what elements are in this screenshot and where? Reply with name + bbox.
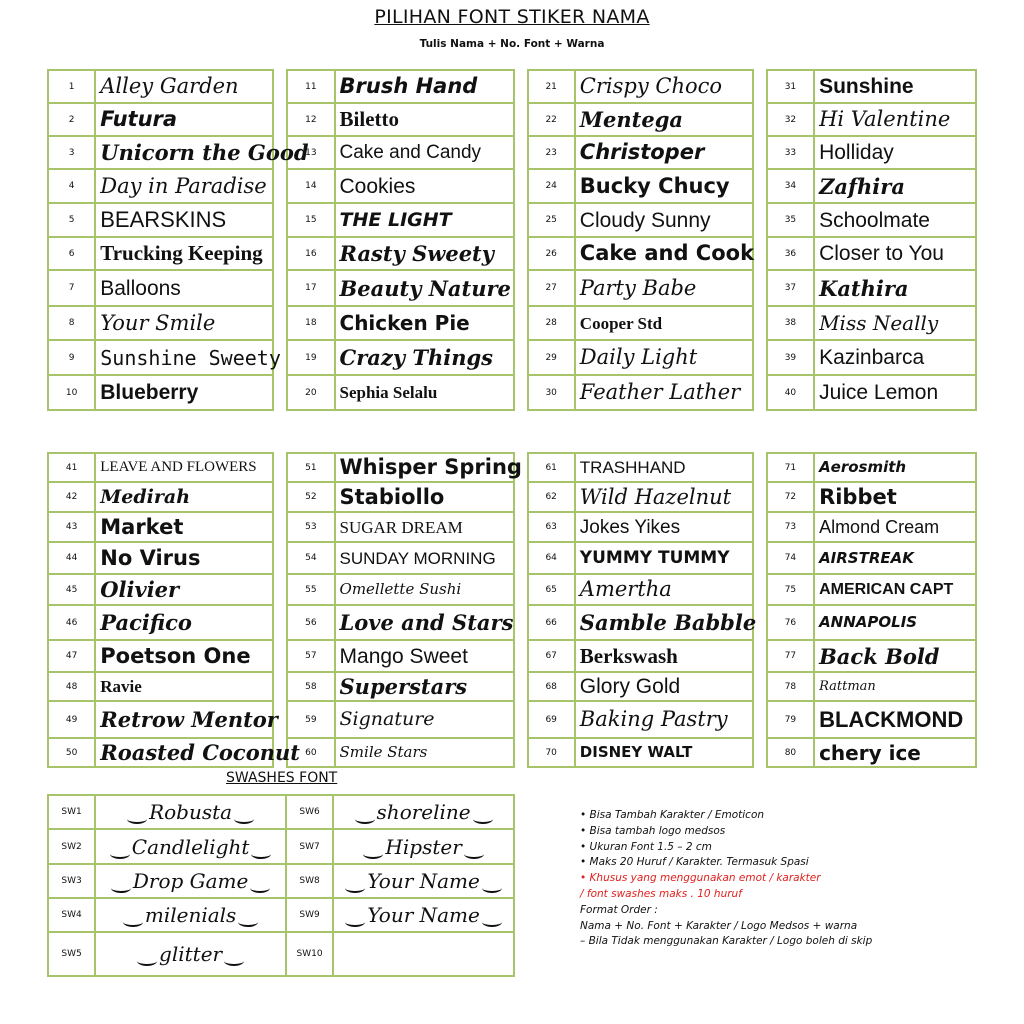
font-number: 47 bbox=[48, 640, 95, 672]
page-subtitle: Tulis Nama + No. Font + Warna bbox=[419, 38, 605, 50]
order-notes bbox=[580, 808, 872, 950]
font-sample: Juice Lemon bbox=[814, 375, 976, 410]
swash-row bbox=[48, 829, 514, 864]
swash-sample bbox=[95, 898, 286, 932]
font-sample: Sunshine Sweety bbox=[95, 340, 273, 375]
note-line: – Bila Tidak menggunakan Karakter / Logo boleh di skip bbox=[580, 935, 873, 948]
font-number: 70 bbox=[528, 738, 575, 767]
font-number: 66 bbox=[528, 605, 575, 640]
column-spacer bbox=[753, 340, 767, 375]
font-sample: Stabiollo bbox=[335, 482, 515, 512]
font-number: 42 bbox=[48, 482, 95, 512]
font-row bbox=[48, 482, 976, 512]
font-number: 10 bbox=[48, 375, 95, 410]
column-spacer bbox=[514, 103, 527, 136]
font-number: 56 bbox=[287, 605, 334, 640]
font-sample: Omellette Sushi bbox=[335, 574, 515, 605]
swash-sample bbox=[333, 932, 514, 976]
font-number: 15 bbox=[287, 203, 334, 237]
font-sample: Feather Lather bbox=[575, 375, 753, 410]
font-number: 34 bbox=[767, 169, 814, 203]
font-sample: Superstars bbox=[335, 672, 515, 701]
font-sample: Crazy Things bbox=[335, 340, 515, 375]
font-row bbox=[48, 270, 976, 306]
font-number: 1 bbox=[48, 70, 95, 103]
swash-sample bbox=[333, 829, 514, 864]
font-sample: Roasted Coconut bbox=[95, 738, 273, 767]
font-sample: Back Bold bbox=[814, 640, 976, 672]
font-sample: Biletto bbox=[335, 103, 515, 136]
column-spacer bbox=[273, 70, 287, 103]
font-sample: Blueberry bbox=[95, 375, 273, 410]
font-number: 41 bbox=[48, 453, 95, 482]
swash-sample bbox=[95, 864, 286, 898]
font-number: 45 bbox=[48, 574, 95, 605]
swash-sample bbox=[95, 932, 286, 976]
font-sample: Cookies bbox=[335, 169, 515, 203]
column-spacer bbox=[514, 270, 527, 306]
font-sample: Daily Light bbox=[575, 340, 753, 375]
font-sample: Retrow Mentor bbox=[95, 701, 273, 738]
font-sample: Medirah bbox=[95, 482, 273, 512]
font-number: 36 bbox=[767, 237, 814, 270]
column-spacer bbox=[514, 672, 527, 701]
font-sample: AIRSTREAK bbox=[814, 542, 976, 574]
column-spacer bbox=[514, 512, 527, 542]
font-number: 52 bbox=[287, 482, 334, 512]
font-number: 51 bbox=[287, 453, 334, 482]
column-spacer bbox=[514, 237, 527, 270]
font-number: 54 bbox=[287, 542, 334, 574]
swash-number: SW10 bbox=[286, 932, 333, 976]
font-number: 14 bbox=[287, 169, 334, 203]
column-spacer bbox=[273, 203, 287, 237]
font-number: 63 bbox=[528, 512, 575, 542]
font-sample: Rattman bbox=[814, 672, 976, 701]
font-sample: Day in Paradise bbox=[95, 169, 273, 203]
swash-number: SW8 bbox=[286, 864, 333, 898]
column-spacer bbox=[514, 70, 527, 103]
note-line: / font swashes maks . 10 huruf bbox=[580, 887, 742, 900]
font-sample: Cake and Cook bbox=[575, 237, 753, 270]
font-row bbox=[48, 306, 976, 340]
font-sample: Glory Gold bbox=[575, 672, 753, 701]
font-row bbox=[48, 640, 976, 672]
font-sample: YUMMY TUMMY bbox=[575, 542, 753, 574]
font-sample: Ribbet bbox=[814, 482, 976, 512]
font-sample: TRASHHAND bbox=[575, 453, 753, 482]
font-sample: Wild Hazelnut bbox=[575, 482, 753, 512]
swash-sample bbox=[333, 864, 514, 898]
font-number: 50 bbox=[48, 738, 95, 767]
column-spacer bbox=[273, 169, 287, 203]
font-sample: Cloudy Sunny bbox=[575, 203, 753, 237]
font-number: 9 bbox=[48, 340, 95, 375]
swash-number: SW4 bbox=[48, 898, 95, 932]
font-number: 22 bbox=[528, 103, 575, 136]
font-sample: Smile Stars bbox=[335, 738, 515, 767]
swash-number: SW5 bbox=[48, 932, 95, 976]
font-number: 11 bbox=[287, 70, 334, 103]
column-spacer bbox=[514, 482, 527, 512]
column-spacer bbox=[273, 270, 287, 306]
column-spacer bbox=[514, 340, 527, 375]
swash-row bbox=[48, 898, 514, 932]
swash-number: SW3 bbox=[48, 864, 95, 898]
swash-sample-text: Hipster bbox=[367, 835, 479, 859]
column-spacer bbox=[514, 136, 527, 169]
font-sample: Holliday bbox=[814, 136, 976, 169]
font-sample: Zafhira bbox=[814, 169, 976, 203]
font-number: 59 bbox=[287, 701, 334, 738]
swash-sample-text: shoreline bbox=[359, 800, 489, 824]
font-number: 29 bbox=[528, 340, 575, 375]
font-sample: Love and Stars bbox=[335, 605, 515, 640]
font-number: 12 bbox=[287, 103, 334, 136]
font-number: 18 bbox=[287, 306, 334, 340]
font-number: 31 bbox=[767, 70, 814, 103]
column-spacer bbox=[753, 306, 767, 340]
column-spacer bbox=[514, 605, 527, 640]
font-number: 61 bbox=[528, 453, 575, 482]
font-sample: Trucking Keeping bbox=[95, 237, 273, 270]
font-sample: Samble Babble bbox=[575, 605, 753, 640]
font-table-1-40 bbox=[47, 69, 977, 411]
column-spacer bbox=[514, 701, 527, 738]
font-number: 38 bbox=[767, 306, 814, 340]
font-sample: Sunshine bbox=[814, 70, 976, 103]
font-number: 32 bbox=[767, 103, 814, 136]
font-number: 17 bbox=[287, 270, 334, 306]
font-sample: Sephia Selalu bbox=[335, 375, 515, 410]
note-line: • Ukuran Font 1.5 – 2 cm bbox=[580, 840, 712, 853]
column-spacer bbox=[273, 574, 287, 605]
column-spacer bbox=[514, 306, 527, 340]
font-number: 6 bbox=[48, 237, 95, 270]
font-number: 26 bbox=[528, 237, 575, 270]
font-number: 69 bbox=[528, 701, 575, 738]
font-sample: Jokes Yikes bbox=[575, 512, 753, 542]
font-row bbox=[48, 70, 976, 103]
swash-sample-text: Your Name bbox=[349, 903, 498, 927]
note-line: • Bisa tambah logo medsos bbox=[580, 824, 726, 837]
font-number: 65 bbox=[528, 574, 575, 605]
font-sample: Signature bbox=[335, 701, 515, 738]
font-sample: Beauty Nature bbox=[335, 270, 515, 306]
font-number: 28 bbox=[528, 306, 575, 340]
font-sample: BLACKMOND bbox=[814, 701, 976, 738]
font-number: 73 bbox=[767, 512, 814, 542]
font-number: 58 bbox=[287, 672, 334, 701]
font-sample: SUGAR DREAM bbox=[335, 512, 515, 542]
column-spacer bbox=[753, 453, 767, 482]
column-spacer bbox=[273, 482, 287, 512]
font-number: 21 bbox=[528, 70, 575, 103]
column-spacer bbox=[273, 237, 287, 270]
swash-number: SW2 bbox=[48, 829, 95, 864]
font-row bbox=[48, 512, 976, 542]
column-spacer bbox=[273, 542, 287, 574]
font-number: 43 bbox=[48, 512, 95, 542]
font-sample: Bucky Chucy bbox=[575, 169, 753, 203]
font-number: 3 bbox=[48, 136, 95, 169]
font-number: 7 bbox=[48, 270, 95, 306]
font-sample: Ravie bbox=[95, 672, 273, 701]
font-number: 48 bbox=[48, 672, 95, 701]
font-sample: Almond Cream bbox=[814, 512, 976, 542]
note-line: Format Order : bbox=[580, 903, 658, 916]
column-spacer bbox=[273, 605, 287, 640]
column-spacer bbox=[753, 512, 767, 542]
font-row bbox=[48, 340, 976, 375]
swashes-table bbox=[47, 794, 515, 977]
swash-row bbox=[48, 864, 514, 898]
font-sample: Unicorn the Good bbox=[95, 136, 273, 169]
column-spacer bbox=[514, 640, 527, 672]
font-sample: No Virus bbox=[95, 542, 273, 574]
column-spacer bbox=[514, 203, 527, 237]
font-number: 13 bbox=[287, 136, 334, 169]
font-row bbox=[48, 574, 976, 605]
font-number: 75 bbox=[767, 574, 814, 605]
column-spacer bbox=[273, 640, 287, 672]
font-sample: Mango Sweet bbox=[335, 640, 515, 672]
column-spacer bbox=[753, 136, 767, 169]
font-number: 74 bbox=[767, 542, 814, 574]
font-sample: Cooper Std bbox=[575, 306, 753, 340]
swash-number: SW1 bbox=[48, 795, 95, 829]
font-number: 77 bbox=[767, 640, 814, 672]
font-number: 49 bbox=[48, 701, 95, 738]
font-sample: ANNAPOLIS bbox=[814, 605, 976, 640]
font-number: 53 bbox=[287, 512, 334, 542]
font-number: 57 bbox=[287, 640, 334, 672]
swash-row bbox=[48, 795, 514, 829]
font-number: 72 bbox=[767, 482, 814, 512]
swash-sample-text: Candlelight bbox=[114, 835, 268, 859]
font-row bbox=[48, 672, 976, 701]
column-spacer bbox=[753, 103, 767, 136]
font-number: 19 bbox=[287, 340, 334, 375]
font-sample: Christoper bbox=[575, 136, 753, 169]
column-spacer bbox=[753, 375, 767, 410]
font-number: 71 bbox=[767, 453, 814, 482]
font-row bbox=[48, 701, 976, 738]
font-row bbox=[48, 738, 976, 767]
font-number: 5 bbox=[48, 203, 95, 237]
font-sample: Aerosmith bbox=[814, 453, 976, 482]
swash-sample-text: glitter bbox=[141, 942, 240, 966]
column-spacer bbox=[753, 542, 767, 574]
column-spacer bbox=[753, 672, 767, 701]
font-sample: Party Babe bbox=[575, 270, 753, 306]
font-sample: Olivier bbox=[95, 574, 273, 605]
font-sample: Balloons bbox=[95, 270, 273, 306]
swash-sample bbox=[333, 795, 514, 829]
font-sample: SUNDAY MORNING bbox=[335, 542, 515, 574]
font-sample: Poetson One bbox=[95, 640, 273, 672]
font-sample: Mentega bbox=[575, 103, 753, 136]
font-sample: Brush Hand bbox=[335, 70, 515, 103]
font-row bbox=[48, 103, 976, 136]
column-spacer bbox=[273, 375, 287, 410]
column-spacer bbox=[514, 375, 527, 410]
column-spacer bbox=[273, 453, 287, 482]
font-sample: THE LIGHT bbox=[335, 203, 515, 237]
font-number: 24 bbox=[528, 169, 575, 203]
font-number: 8 bbox=[48, 306, 95, 340]
font-number: 60 bbox=[287, 738, 334, 767]
font-number: 80 bbox=[767, 738, 814, 767]
font-sample: Alley Garden bbox=[95, 70, 273, 103]
swash-sample bbox=[333, 898, 514, 932]
font-sample: DISNEY WALT bbox=[575, 738, 753, 767]
font-row bbox=[48, 605, 976, 640]
column-spacer bbox=[514, 169, 527, 203]
column-spacer bbox=[514, 738, 527, 767]
font-number: 78 bbox=[767, 672, 814, 701]
column-spacer bbox=[753, 270, 767, 306]
swash-number: SW7 bbox=[286, 829, 333, 864]
font-row bbox=[48, 542, 976, 574]
font-number: 27 bbox=[528, 270, 575, 306]
column-spacer bbox=[753, 482, 767, 512]
swash-row bbox=[48, 932, 514, 976]
font-sample: AMERICAN CAPT bbox=[814, 574, 976, 605]
font-row bbox=[48, 169, 976, 203]
font-sample: Closer to You bbox=[814, 237, 976, 270]
font-row bbox=[48, 375, 976, 410]
font-number: 44 bbox=[48, 542, 95, 574]
note-line: • Bisa Tambah Karakter / Emoticon bbox=[580, 809, 765, 821]
font-sample: Hi Valentine bbox=[814, 103, 976, 136]
font-sample: Berkswash bbox=[575, 640, 753, 672]
font-row bbox=[48, 136, 976, 169]
font-number: 25 bbox=[528, 203, 575, 237]
column-spacer bbox=[753, 574, 767, 605]
column-spacer bbox=[514, 542, 527, 574]
font-number: 40 bbox=[767, 375, 814, 410]
font-number: 46 bbox=[48, 605, 95, 640]
swash-sample-text: milenials bbox=[127, 903, 254, 927]
font-sample: Baking Pastry bbox=[575, 701, 753, 738]
column-spacer bbox=[273, 512, 287, 542]
column-spacer bbox=[514, 574, 527, 605]
note-line: • Khusus yang menggunakan emot / karakter bbox=[580, 872, 821, 885]
column-spacer bbox=[753, 738, 767, 767]
font-sample: Miss Neally bbox=[814, 306, 976, 340]
swash-number: SW9 bbox=[286, 898, 333, 932]
font-number: 33 bbox=[767, 136, 814, 169]
font-number: 64 bbox=[528, 542, 575, 574]
font-sample: LEAVE AND FLOWERS bbox=[95, 453, 273, 482]
column-spacer bbox=[753, 70, 767, 103]
font-number: 62 bbox=[528, 482, 575, 512]
font-sample: Rasty Sweety bbox=[335, 237, 515, 270]
font-row bbox=[48, 203, 976, 237]
font-number: 30 bbox=[528, 375, 575, 410]
note-line: Nama + No. Font + Karakter / Logo Medsos + warna bbox=[580, 919, 858, 932]
swash-sample-text: Your Name bbox=[349, 869, 498, 893]
font-sample: Cake and Candy bbox=[335, 136, 515, 169]
font-row bbox=[48, 237, 976, 270]
swashes-title: SWASHES FONT bbox=[226, 770, 338, 786]
font-number: 37 bbox=[767, 270, 814, 306]
font-sample: Kathira bbox=[814, 270, 976, 306]
swash-sample bbox=[95, 829, 286, 864]
font-sample: Your Smile bbox=[95, 306, 273, 340]
font-row bbox=[48, 453, 976, 482]
font-number: 67 bbox=[528, 640, 575, 672]
swash-sample-text: Drop Game bbox=[115, 869, 267, 893]
column-spacer bbox=[273, 672, 287, 701]
font-sample: Kazinbarca bbox=[814, 340, 976, 375]
page-title: PILIHAN FONT STIKER NAMA bbox=[374, 6, 650, 28]
font-number: 35 bbox=[767, 203, 814, 237]
font-number: 4 bbox=[48, 169, 95, 203]
column-spacer bbox=[753, 169, 767, 203]
font-sample: chery ice bbox=[814, 738, 976, 767]
font-sample: Chicken Pie bbox=[335, 306, 515, 340]
column-spacer bbox=[753, 701, 767, 738]
font-sample: Schoolmate bbox=[814, 203, 976, 237]
font-number: 76 bbox=[767, 605, 814, 640]
font-number: 20 bbox=[287, 375, 334, 410]
note-line: • Maks 20 Huruf / Karakter. Termasuk Spasi bbox=[580, 856, 809, 869]
font-table-41-80 bbox=[47, 452, 977, 768]
column-spacer bbox=[273, 306, 287, 340]
font-number: 55 bbox=[287, 574, 334, 605]
font-number: 23 bbox=[528, 136, 575, 169]
font-sample: Market bbox=[95, 512, 273, 542]
font-number: 68 bbox=[528, 672, 575, 701]
column-spacer bbox=[753, 203, 767, 237]
font-sample: Amertha bbox=[575, 574, 753, 605]
column-spacer bbox=[273, 103, 287, 136]
font-number: 2 bbox=[48, 103, 95, 136]
font-sample: Futura bbox=[95, 103, 273, 136]
column-spacer bbox=[753, 237, 767, 270]
swash-sample-text: Robusta bbox=[131, 800, 250, 824]
swash-number: SW6 bbox=[286, 795, 333, 829]
font-sample: Whisper Spring bbox=[335, 453, 515, 482]
column-spacer bbox=[753, 640, 767, 672]
font-sample: BEARSKINS bbox=[95, 203, 273, 237]
font-number: 79 bbox=[767, 701, 814, 738]
swash-sample bbox=[95, 795, 286, 829]
font-number: 16 bbox=[287, 237, 334, 270]
font-number: 39 bbox=[767, 340, 814, 375]
font-sample: Crispy Choco bbox=[575, 70, 753, 103]
font-sample: Pacifico bbox=[95, 605, 273, 640]
